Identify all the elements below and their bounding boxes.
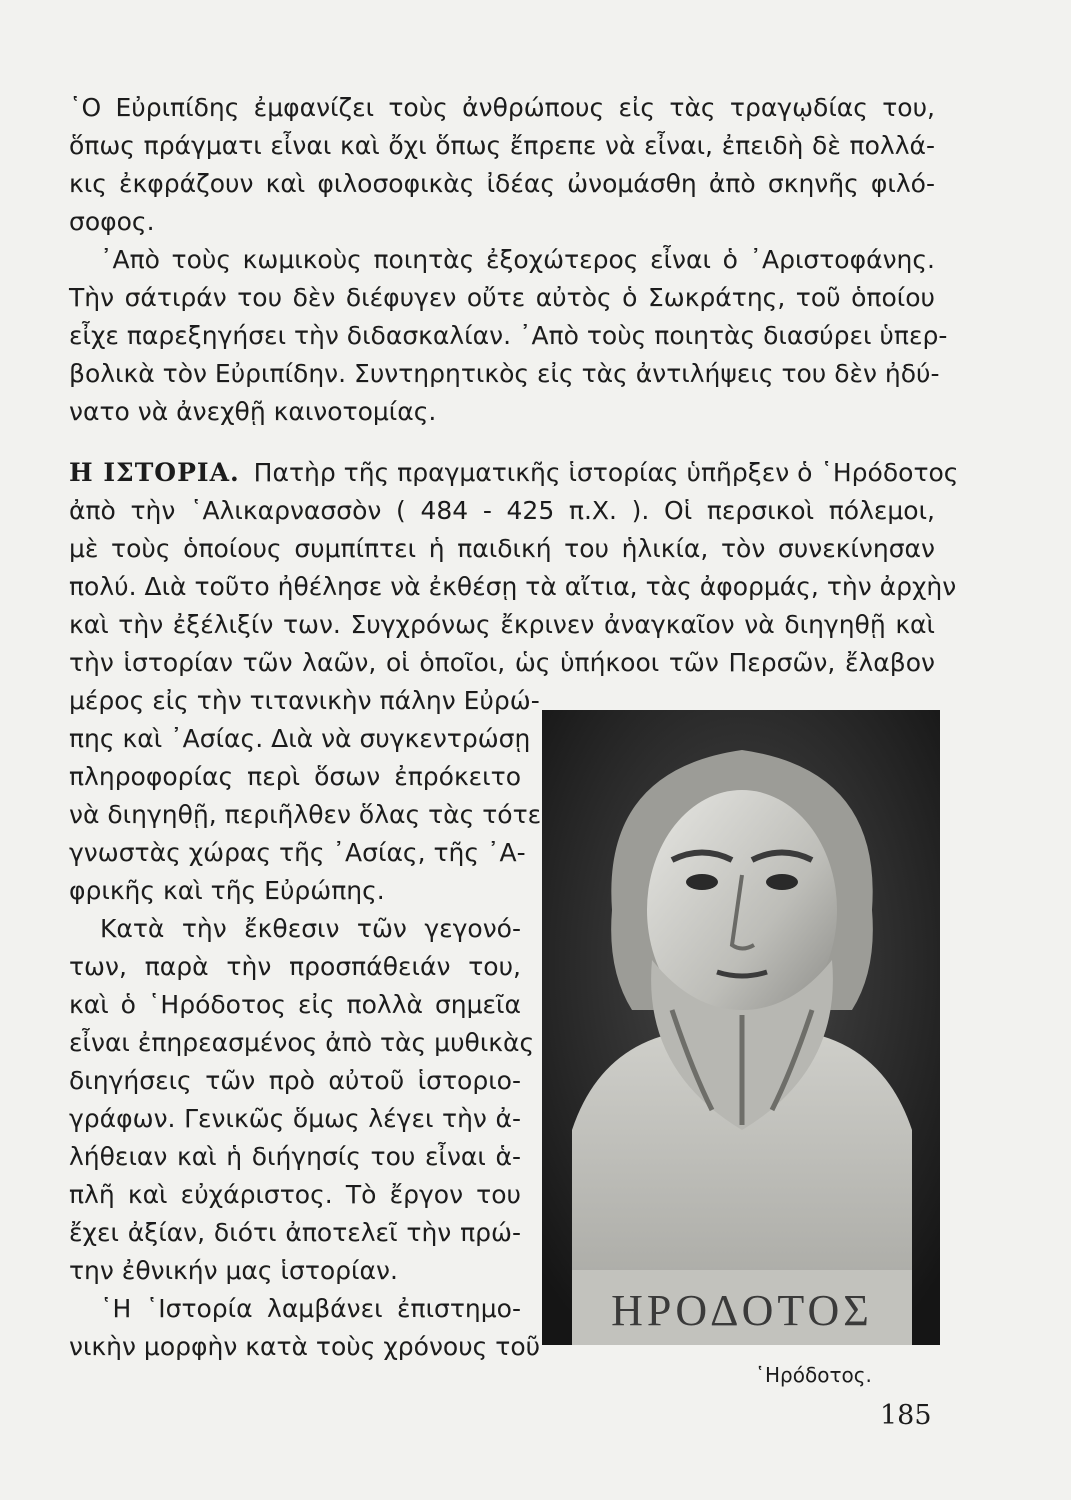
text-line: γνωστὰς χώρας τῆς ᾿Ασίας, τῆς ᾿Α- xyxy=(69,838,526,867)
text-line: πληροφορίας περὶ ὅσων ἐπρόκειτο xyxy=(69,762,521,791)
text-line: την ἐθνικήν μας ἱστορίαν. xyxy=(69,1256,398,1285)
text-line: των, παρὰ τὴν προσπάθειάν του, xyxy=(69,952,521,981)
text-line: εἶχε παρεξηγήσει τὴν διδασκαλίαν. ᾿Απὸ τοὺς ποιητὰς διασύρει ὑπερ- xyxy=(69,321,948,350)
text-line: καὶ ὁ ῾Ηρόδοτος εἰς πολλὰ σημεῖα xyxy=(69,990,521,1019)
text-line: διηγήσεις τῶν πρὸ αὐτοῦ ἱστοριο- xyxy=(69,1066,521,1095)
text-line: ῾Ο Εὐριπίδης ἐμφανίζει τοὺς ἀνθρώπους εἰς τὰς τραγῳδίας του, xyxy=(69,93,935,122)
text-line: ἔχει ἀξίαν, διότι ἀποτελεῖ τὴν πρώ- xyxy=(69,1218,521,1247)
text-line: λήθειαν καὶ ἡ διήγησίς του εἶναι ἁ- xyxy=(69,1142,521,1171)
bust-inscription: ΗΡΟΔΟΤΟΣ xyxy=(611,1286,873,1335)
text-line: νατο νὰ ἀνεχθῇ καινοτομίας. xyxy=(69,397,437,426)
text-line: καὶ τὴν ἐξέλιξίν των. Συγχρόνως ἔκρινεν ἀναγκαῖον νὰ διηγηθῇ καὶ xyxy=(69,610,935,639)
section-heading: Η ΙΣΤΟΡΙΑ. xyxy=(69,458,240,487)
text-line: νικὴν μορφὴν κατὰ τοὺς χρόνους τοῦ xyxy=(69,1332,541,1361)
text-line: τὴν ἱστορίαν τῶν λαῶν, οἱ ὁποῖοι, ὡς ὑπήκοοι τῶν Περσῶν, ἔλαβον xyxy=(69,648,935,677)
text-line: ᾿Απὸ τοὺς κωμικοὺς ποιητὰς ἐξοχώτερος εἶναι ὁ ᾿Αριστοφάνης. xyxy=(100,245,935,274)
text-line: μὲ τοὺς ὁποίους συμπίπτει ἡ παιδική του ἡλικία, τὸν συνεκίνησαν xyxy=(69,534,935,563)
text-line: βολικὰ τὸν Εὐριπίδην. Συντηρητικὸς εἰς τὰς ἀντιλήψεις του δὲν ἠδύ- xyxy=(69,359,940,388)
text-line: πλῆ καὶ εὐχάριστος. Τὸ ἔργον του xyxy=(69,1180,521,1209)
text-line: πης καὶ ᾿Ασίας. Διὰ νὰ συγκεντρώσῃ xyxy=(69,724,531,753)
text-line: σοφος. xyxy=(69,207,155,236)
text-line: Τὴν σάτιράν του δὲν διέφυγεν οὔτε αὐτὸς ὁ Σωκράτης, τοῦ ὁποίου xyxy=(69,283,935,312)
text-line: ὅπως πράγματι εἶναι καὶ ὄχι ὅπως ἔπρεπε νὰ εἶναι, ἐπειδὴ δὲ πολλά- xyxy=(69,131,935,160)
text-line: γράφων. Γενικῶς ὅμως λέγει τὴν ἀ- xyxy=(69,1104,521,1133)
text-line: νὰ διηγηθῇ, περιῆλθεν ὅλας τὰς τότε xyxy=(69,800,542,829)
text-line: πολύ. Διὰ τοῦτο ἠθέλησε νὰ ἐκθέσῃ τὰ αἴτια, τὰς ἀφορμάς, τὴν ἀρχὴν xyxy=(69,572,957,601)
text-line: κις ἐκφράζουν καὶ φιλοσοφικὰς ἰδέας ὠνομάσθη ἀπὸ σκηνῆς φιλό- xyxy=(69,169,935,198)
text-line: εἶναι ἐπηρεασμένος ἀπὸ τὰς μυθικὰς xyxy=(69,1028,535,1057)
text-line: ῾Η ῾Ιστορία λαμβάνει ἐπιστημο- xyxy=(100,1294,521,1323)
text-line: Πατὴρ τῆς πραγματικῆς ἱστορίας ὑπῆρξεν ὁ ῾Ηρόδοτος xyxy=(253,458,959,487)
page-number: 185 xyxy=(880,1400,932,1431)
bust-illustration xyxy=(542,710,940,1345)
image-caption: ῾Ηρόδοτος. xyxy=(755,1363,872,1387)
herodotus-bust-photo xyxy=(542,710,940,1345)
section-heading-line xyxy=(69,456,959,490)
text-line: φρικῆς καὶ τῆς Εὐρώπης. xyxy=(69,876,385,905)
text-line: μέρος εἰς τὴν τιτανικὴν πάλην Εὐρώ- xyxy=(69,686,540,715)
text-line: ἀπὸ τὴν ῾Αλικαρνασσὸν ( 484 - 425 π.Χ. ). Οἱ περσικοὶ πόλεμοι, xyxy=(69,496,935,525)
text-line: Κατὰ τὴν ἔκθεσιν τῶν γεγονό- xyxy=(100,914,521,943)
